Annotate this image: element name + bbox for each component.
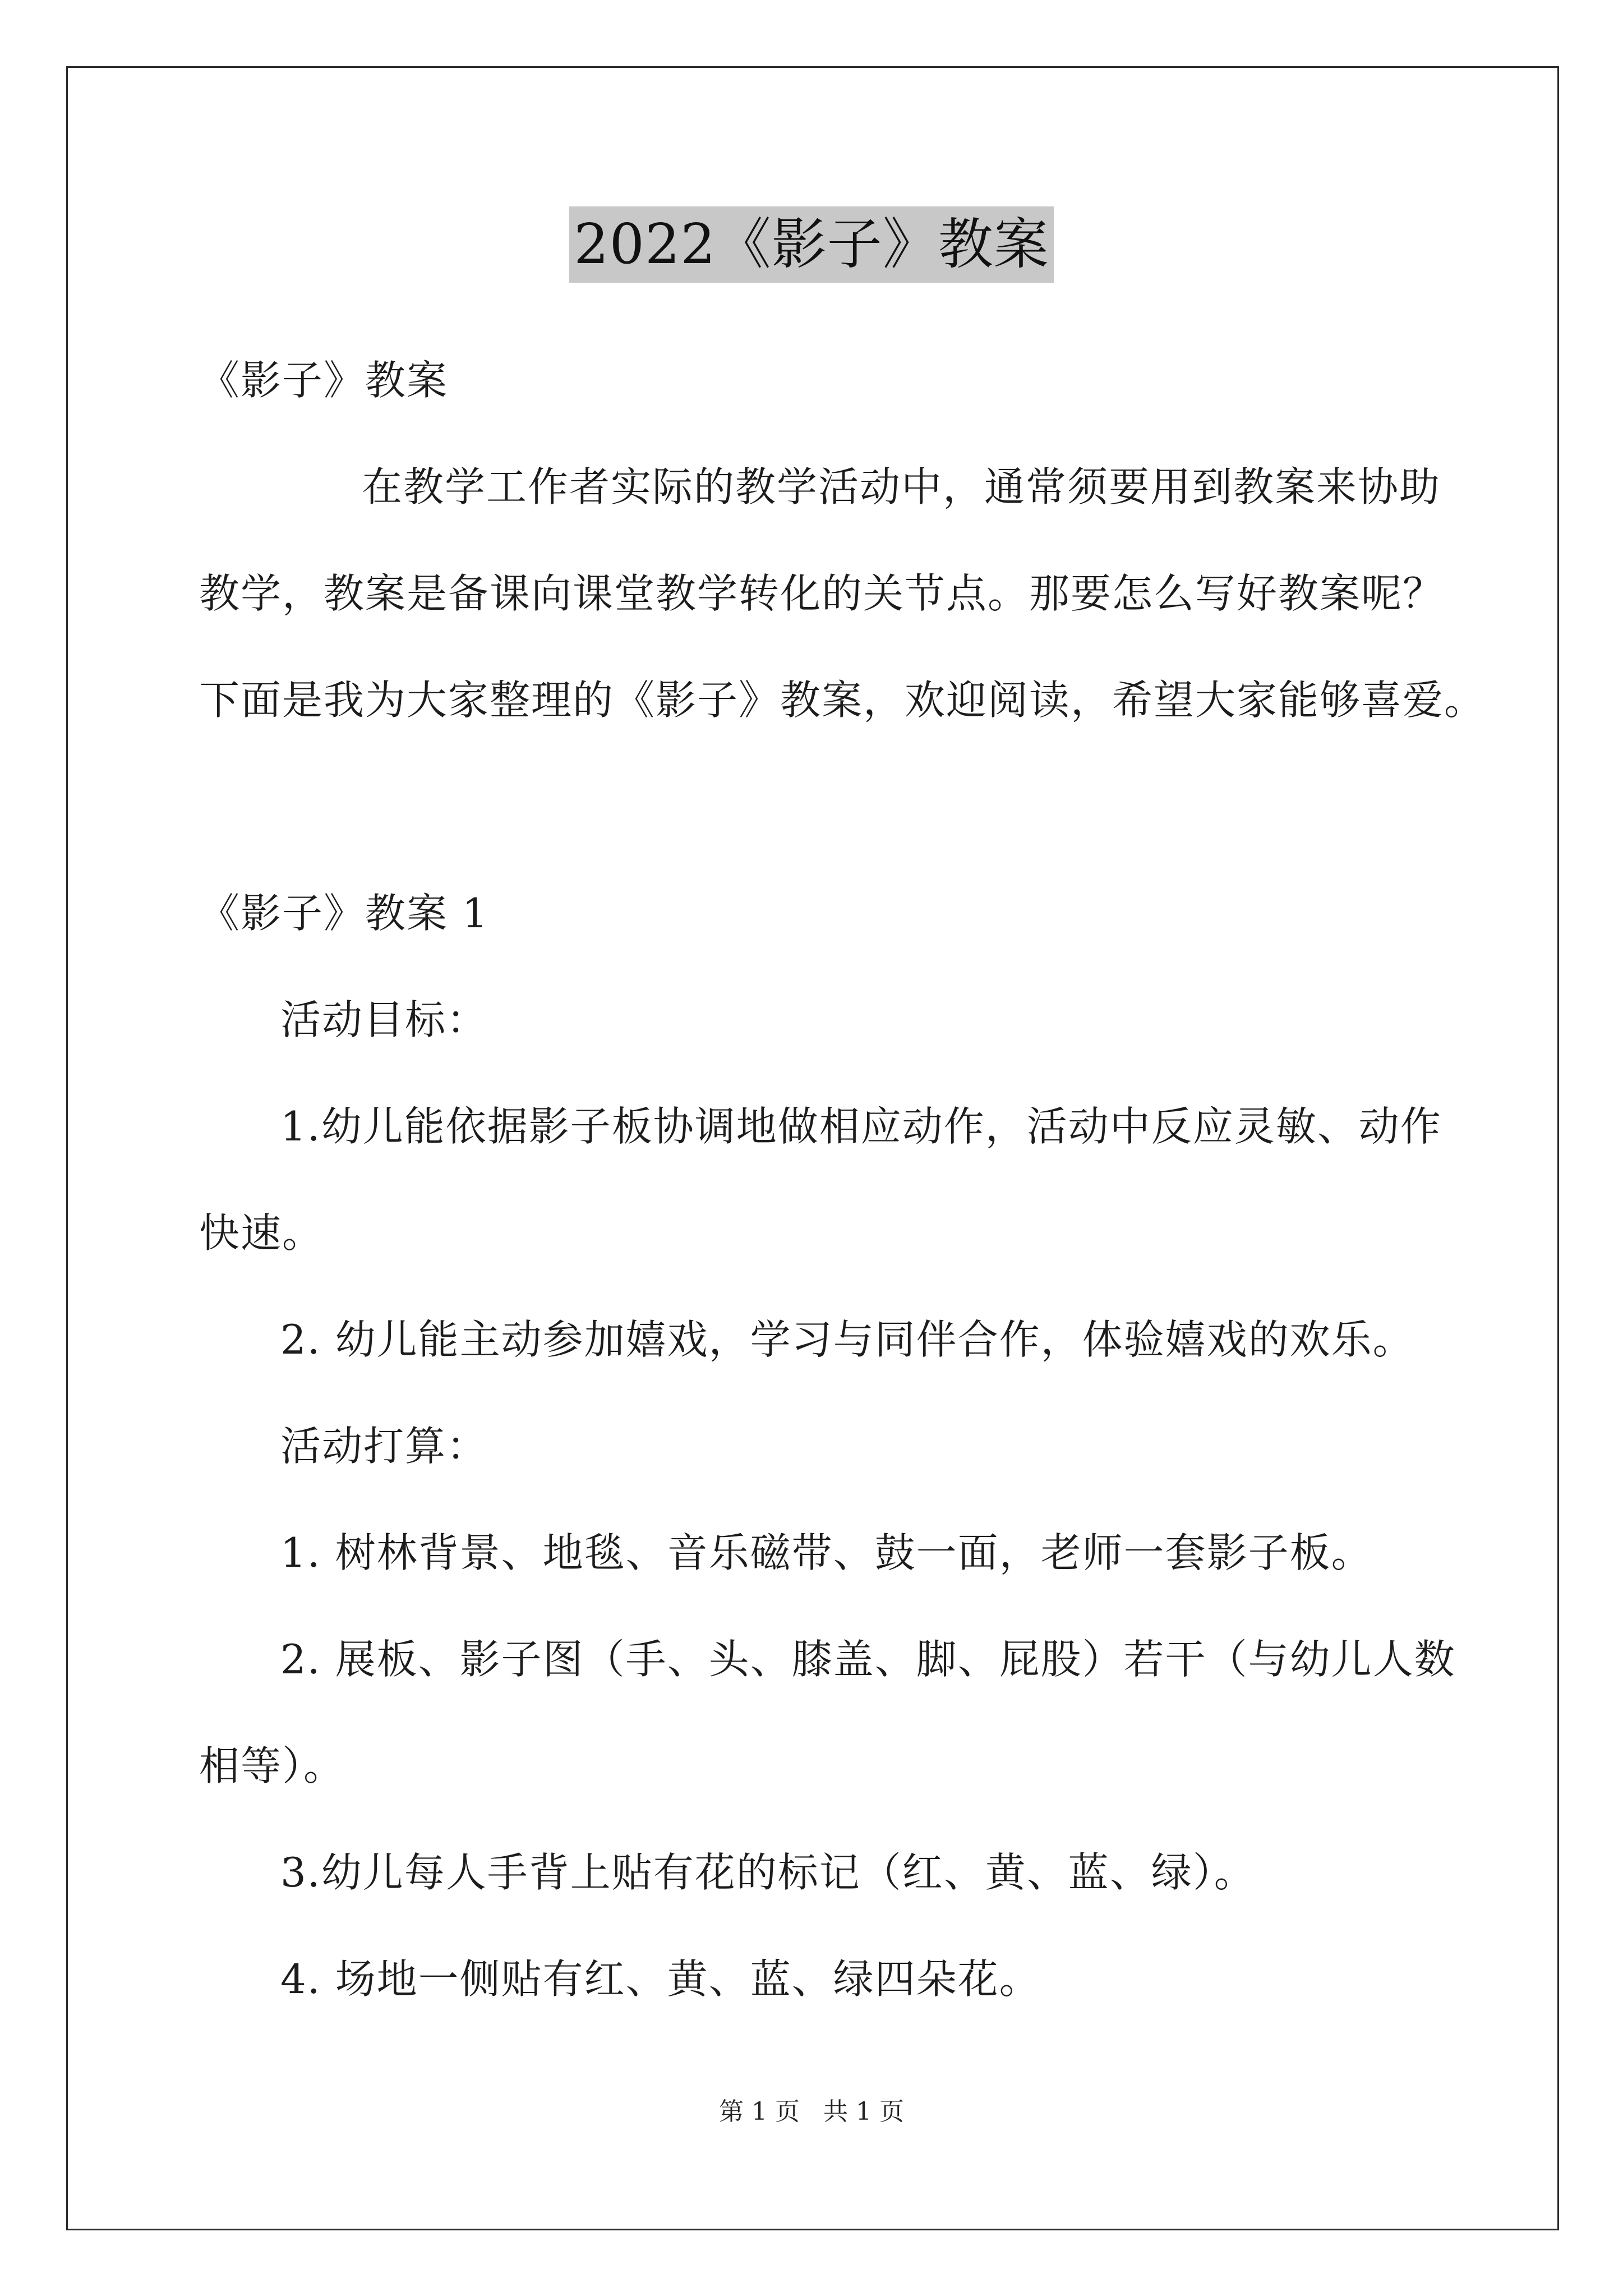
page-number-current: 第 1 页 xyxy=(719,2097,800,2126)
page-footer xyxy=(0,2095,1623,2129)
section-heading: 《影子》教案 1 xyxy=(199,890,489,937)
prep-4: 4. 场地一侧贴有红、黄、蓝、绿四朵花。 xyxy=(280,1955,1041,2003)
intro-line-2: 教学，教案是备课向课堂教学转化的关节点。那要怎么写好教案呢？ xyxy=(199,570,1445,617)
goal-2: 2. 幼儿能主动参加嬉戏，学习与同伴合作，体验嬉戏的欢乐。 xyxy=(280,1316,1414,1363)
intro-line-1: 在教学工作者实际的教学活动中，通常须要用到教案来协助 xyxy=(362,463,1441,510)
page-number-total: 共 1 页 xyxy=(823,2097,904,2126)
prep-3: 3.幼儿每人手背上贴有花的标记（红、黄、蓝、绿）。 xyxy=(280,1849,1256,1896)
prep-2-line-1: 2. 展板、影子图（手、头、膝盖、脚、屁股）若干（与幼儿人数 xyxy=(280,1636,1456,1683)
prep-heading: 活动打算： xyxy=(280,1423,488,1470)
prep-2-line-2: 相等）。 xyxy=(199,1742,345,1789)
prep-1: 1. 树林背景、地毯、音乐磁带、鼓一面，老师一套影子板。 xyxy=(280,1529,1373,1576)
goal-1-line-2: 快速。 xyxy=(199,1209,324,1257)
document-title: 2022《影子》教案 xyxy=(569,206,1053,283)
goal-1-line-1: 1.幼儿能依据影子板协调地做相应动作，活动中反应灵敏、动作 xyxy=(280,1103,1442,1150)
intro-line-3: 下面是我为大家整理的《影子》教案，欢迎阅读，希望大家能够喜爱。 xyxy=(199,677,1486,724)
title-container xyxy=(0,206,1623,283)
document-subtitle: 《影子》教案 xyxy=(199,357,449,404)
goals-heading: 活动目标： xyxy=(280,996,488,1043)
